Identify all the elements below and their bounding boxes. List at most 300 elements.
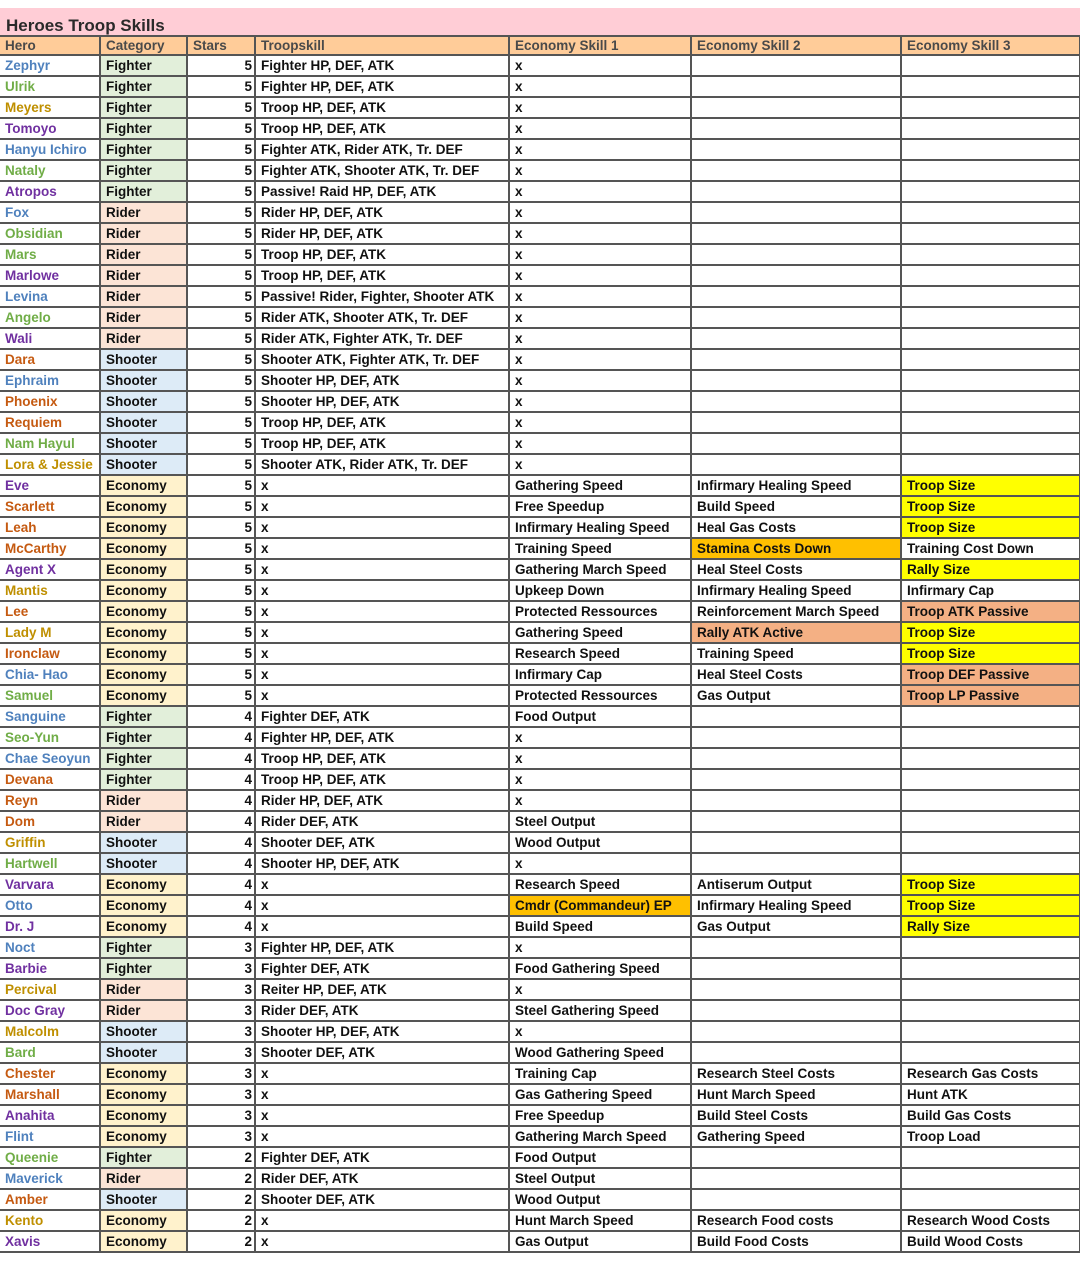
troopskill-cell[interactable]: x	[255, 1084, 509, 1105]
hero-cell[interactable]: Chester	[0, 1063, 100, 1084]
economy-skill-3-cell[interactable]: Rally Size	[901, 916, 1080, 937]
troopskill-cell[interactable]: Shooter HP, DEF, ATK	[255, 370, 509, 391]
economy-skill-3-cell[interactable]: Research Wood Costs	[901, 1210, 1080, 1231]
economy-skill-2-cell[interactable]	[691, 748, 901, 769]
category-cell[interactable]: Economy	[100, 1231, 187, 1252]
stars-cell[interactable]: 3	[187, 1063, 255, 1084]
economy-skill-3-cell[interactable]	[901, 979, 1080, 1000]
stars-cell[interactable]: 5	[187, 538, 255, 559]
troopskill-cell[interactable]: Shooter ATK, Rider ATK, Tr. DEF	[255, 454, 509, 475]
hero-cell[interactable]: Angelo	[0, 307, 100, 328]
category-cell[interactable]: Economy	[100, 601, 187, 622]
troopskill-cell[interactable]: x	[255, 496, 509, 517]
stars-cell[interactable]: 5	[187, 454, 255, 475]
troopskill-cell[interactable]: Fighter HP, DEF, ATK	[255, 727, 509, 748]
category-cell[interactable]: Economy	[100, 1105, 187, 1126]
economy-skill-2-cell[interactable]	[691, 706, 901, 727]
troopskill-cell[interactable]: Passive! Raid HP, DEF, ATK	[255, 181, 509, 202]
stars-cell[interactable]: 4	[187, 790, 255, 811]
troopskill-cell[interactable]: Troop HP, DEF, ATK	[255, 412, 509, 433]
economy-skill-2-cell[interactable]: Heal Steel Costs	[691, 664, 901, 685]
troopskill-cell[interactable]: x	[255, 1231, 509, 1252]
hero-cell[interactable]: Nam Hayul	[0, 433, 100, 454]
category-cell[interactable]: Economy	[100, 538, 187, 559]
troopskill-cell[interactable]: Passive! Rider, Fighter, Shooter ATK	[255, 286, 509, 307]
stars-cell[interactable]: 4	[187, 832, 255, 853]
economy-skill-2-cell[interactable]	[691, 727, 901, 748]
economy-skill-2-cell[interactable]	[691, 139, 901, 160]
stars-cell[interactable]: 5	[187, 517, 255, 538]
category-cell[interactable]: Economy	[100, 517, 187, 538]
troopskill-cell[interactable]: Fighter ATK, Shooter ATK, Tr. DEF	[255, 160, 509, 181]
stars-cell[interactable]: 3	[187, 1084, 255, 1105]
economy-skill-3-cell[interactable]: Build Wood Costs	[901, 1231, 1080, 1252]
category-cell[interactable]: Economy	[100, 895, 187, 916]
economy-skill-3-cell[interactable]	[901, 1021, 1080, 1042]
stars-cell[interactable]: 5	[187, 370, 255, 391]
category-cell[interactable]: Economy	[100, 643, 187, 664]
economy-skill-2-cell[interactable]: Infirmary Healing Speed	[691, 895, 901, 916]
economy-skill-3-cell[interactable]: Infirmary Cap	[901, 580, 1080, 601]
economy-skill-3-cell[interactable]	[901, 853, 1080, 874]
stars-cell[interactable]: 3	[187, 937, 255, 958]
troopskill-cell[interactable]: x	[255, 874, 509, 895]
economy-skill-1-cell[interactable]: Research Speed	[509, 643, 691, 664]
stars-cell[interactable]: 3	[187, 979, 255, 1000]
hero-cell[interactable]: Levina	[0, 286, 100, 307]
troopskill-cell[interactable]: Rider HP, DEF, ATK	[255, 202, 509, 223]
economy-skill-2-cell[interactable]: Heal Steel Costs	[691, 559, 901, 580]
hero-cell[interactable]: Percival	[0, 979, 100, 1000]
economy-skill-2-cell[interactable]: Build Food Costs	[691, 1231, 901, 1252]
hero-cell[interactable]: Lora & Jessie	[0, 454, 100, 475]
troopskill-cell[interactable]: x	[255, 517, 509, 538]
hero-cell[interactable]: Eve	[0, 475, 100, 496]
troopskill-cell[interactable]: x	[255, 1210, 509, 1231]
hero-cell[interactable]: Dr. J	[0, 916, 100, 937]
economy-skill-2-cell[interactable]	[691, 328, 901, 349]
economy-skill-1-cell[interactable]: x	[509, 412, 691, 433]
category-cell[interactable]: Economy	[100, 874, 187, 895]
economy-skill-2-cell[interactable]	[691, 55, 901, 76]
economy-skill-1-cell[interactable]: x	[509, 244, 691, 265]
stars-cell[interactable]: 4	[187, 769, 255, 790]
hero-cell[interactable]: Maverick	[0, 1168, 100, 1189]
economy-skill-1-cell[interactable]: x	[509, 433, 691, 454]
economy-skill-3-cell[interactable]	[901, 706, 1080, 727]
header-economy-skill-1[interactable]: Economy Skill 1	[509, 37, 691, 55]
economy-skill-3-cell[interactable]: Troop Size	[901, 622, 1080, 643]
economy-skill-2-cell[interactable]: Gas Output	[691, 685, 901, 706]
category-cell[interactable]: Economy	[100, 1084, 187, 1105]
category-cell[interactable]: Shooter	[100, 433, 187, 454]
stars-cell[interactable]: 4	[187, 853, 255, 874]
economy-skill-1-cell[interactable]: x	[509, 1021, 691, 1042]
economy-skill-1-cell[interactable]: x	[509, 853, 691, 874]
economy-skill-1-cell[interactable]: Food Gathering Speed	[509, 958, 691, 979]
economy-skill-1-cell[interactable]: Steel Output	[509, 1168, 691, 1189]
economy-skill-3-cell[interactable]: Training Cost Down	[901, 538, 1080, 559]
category-cell[interactable]: Shooter	[100, 832, 187, 853]
economy-skill-3-cell[interactable]: Troop Size	[901, 895, 1080, 916]
hero-cell[interactable]: Noct	[0, 937, 100, 958]
stars-cell[interactable]: 5	[187, 55, 255, 76]
economy-skill-3-cell[interactable]	[901, 76, 1080, 97]
stars-cell[interactable]: 4	[187, 706, 255, 727]
economy-skill-3-cell[interactable]: Troop Size	[901, 496, 1080, 517]
economy-skill-3-cell[interactable]	[901, 1168, 1080, 1189]
economy-skill-1-cell[interactable]: x	[509, 748, 691, 769]
category-cell[interactable]: Economy	[100, 496, 187, 517]
stars-cell[interactable]: 5	[187, 244, 255, 265]
stars-cell[interactable]: 2	[187, 1189, 255, 1210]
category-cell[interactable]: Rider	[100, 1168, 187, 1189]
stars-cell[interactable]: 5	[187, 202, 255, 223]
hero-cell[interactable]: Dara	[0, 349, 100, 370]
category-cell[interactable]: Economy	[100, 559, 187, 580]
economy-skill-1-cell[interactable]: x	[509, 307, 691, 328]
stars-cell[interactable]: 3	[187, 1126, 255, 1147]
economy-skill-2-cell[interactable]	[691, 202, 901, 223]
troopskill-cell[interactable]: Shooter HP, DEF, ATK	[255, 853, 509, 874]
economy-skill-1-cell[interactable]: x	[509, 139, 691, 160]
category-cell[interactable]: Shooter	[100, 370, 187, 391]
economy-skill-3-cell[interactable]: Build Gas Costs	[901, 1105, 1080, 1126]
category-cell[interactable]: Shooter	[100, 412, 187, 433]
economy-skill-1-cell[interactable]: x	[509, 937, 691, 958]
hero-cell[interactable]: Mars	[0, 244, 100, 265]
category-cell[interactable]: Fighter	[100, 76, 187, 97]
hero-cell[interactable]: Agent X	[0, 559, 100, 580]
stars-cell[interactable]: 4	[187, 874, 255, 895]
hero-cell[interactable]: Lee	[0, 601, 100, 622]
hero-cell[interactable]: Flint	[0, 1126, 100, 1147]
category-cell[interactable]: Economy	[100, 475, 187, 496]
troopskill-cell[interactable]: x	[255, 538, 509, 559]
stars-cell[interactable]: 4	[187, 895, 255, 916]
troopskill-cell[interactable]: Fighter HP, DEF, ATK	[255, 937, 509, 958]
economy-skill-3-cell[interactable]	[901, 265, 1080, 286]
category-cell[interactable]: Fighter	[100, 727, 187, 748]
stars-cell[interactable]: 3	[187, 958, 255, 979]
economy-skill-3-cell[interactable]	[901, 832, 1080, 853]
economy-skill-3-cell[interactable]: Troop Size	[901, 475, 1080, 496]
stars-cell[interactable]: 5	[187, 181, 255, 202]
stars-cell[interactable]: 4	[187, 727, 255, 748]
economy-skill-1-cell[interactable]: Research Speed	[509, 874, 691, 895]
economy-skill-3-cell[interactable]	[901, 433, 1080, 454]
economy-skill-3-cell[interactable]: Hunt ATK	[901, 1084, 1080, 1105]
economy-skill-3-cell[interactable]	[901, 181, 1080, 202]
economy-skill-3-cell[interactable]	[901, 223, 1080, 244]
economy-skill-2-cell[interactable]	[691, 244, 901, 265]
stars-cell[interactable]: 5	[187, 286, 255, 307]
economy-skill-2-cell[interactable]	[691, 433, 901, 454]
stars-cell[interactable]: 5	[187, 559, 255, 580]
economy-skill-2-cell[interactable]	[691, 1000, 901, 1021]
troopskill-cell[interactable]: Shooter HP, DEF, ATK	[255, 391, 509, 412]
hero-cell[interactable]: Anahita	[0, 1105, 100, 1126]
troopskill-cell[interactable]: Rider ATK, Shooter ATK, Tr. DEF	[255, 307, 509, 328]
economy-skill-1-cell[interactable]: x	[509, 391, 691, 412]
economy-skill-2-cell[interactable]	[691, 97, 901, 118]
hero-cell[interactable]: Marshall	[0, 1084, 100, 1105]
hero-cell[interactable]: Ephraim	[0, 370, 100, 391]
economy-skill-3-cell[interactable]	[901, 55, 1080, 76]
economy-skill-3-cell[interactable]	[901, 244, 1080, 265]
hero-cell[interactable]: Leah	[0, 517, 100, 538]
hero-cell[interactable]: Obsidian	[0, 223, 100, 244]
stars-cell[interactable]: 5	[187, 349, 255, 370]
economy-skill-1-cell[interactable]: Hunt March Speed	[509, 1210, 691, 1231]
troopskill-cell[interactable]: Troop HP, DEF, ATK	[255, 118, 509, 139]
troopskill-cell[interactable]: x	[255, 916, 509, 937]
economy-skill-1-cell[interactable]: Protected Ressources	[509, 601, 691, 622]
hero-cell[interactable]: McCarthy	[0, 538, 100, 559]
economy-skill-2-cell[interactable]: Infirmary Healing Speed	[691, 475, 901, 496]
economy-skill-1-cell[interactable]: x	[509, 349, 691, 370]
economy-skill-1-cell[interactable]: Wood Gathering Speed	[509, 1042, 691, 1063]
category-cell[interactable]: Fighter	[100, 706, 187, 727]
hero-cell[interactable]: Phoenix	[0, 391, 100, 412]
economy-skill-2-cell[interactable]	[691, 790, 901, 811]
economy-skill-2-cell[interactable]	[691, 853, 901, 874]
troopskill-cell[interactable]: x	[255, 580, 509, 601]
stars-cell[interactable]: 3	[187, 1000, 255, 1021]
economy-skill-1-cell[interactable]: Steel Output	[509, 811, 691, 832]
category-cell[interactable]: Fighter	[100, 55, 187, 76]
header-troopskill[interactable]: Troopskill	[255, 37, 509, 55]
stars-cell[interactable]: 5	[187, 412, 255, 433]
category-cell[interactable]: Economy	[100, 916, 187, 937]
troopskill-cell[interactable]: Troop HP, DEF, ATK	[255, 265, 509, 286]
economy-skill-2-cell[interactable]: Hunt March Speed	[691, 1084, 901, 1105]
troopskill-cell[interactable]: Shooter DEF, ATK	[255, 832, 509, 853]
economy-skill-2-cell[interactable]	[691, 937, 901, 958]
economy-skill-1-cell[interactable]: x	[509, 76, 691, 97]
economy-skill-1-cell[interactable]: Free Speedup	[509, 496, 691, 517]
economy-skill-2-cell[interactable]: Training Speed	[691, 643, 901, 664]
category-cell[interactable]: Rider	[100, 328, 187, 349]
economy-skill-1-cell[interactable]: Build Speed	[509, 916, 691, 937]
category-cell[interactable]: Shooter	[100, 454, 187, 475]
economy-skill-1-cell[interactable]: x	[509, 454, 691, 475]
hero-cell[interactable]: Varvara	[0, 874, 100, 895]
hero-cell[interactable]: Tomoyo	[0, 118, 100, 139]
troopskill-cell[interactable]: Rider HP, DEF, ATK	[255, 790, 509, 811]
economy-skill-3-cell[interactable]	[901, 1000, 1080, 1021]
economy-skill-1-cell[interactable]: Food Output	[509, 706, 691, 727]
economy-skill-1-cell[interactable]: x	[509, 118, 691, 139]
troopskill-cell[interactable]: Troop HP, DEF, ATK	[255, 748, 509, 769]
economy-skill-1-cell[interactable]: x	[509, 265, 691, 286]
hero-cell[interactable]: Amber	[0, 1189, 100, 1210]
economy-skill-1-cell[interactable]: x	[509, 790, 691, 811]
hero-cell[interactable]: Barbie	[0, 958, 100, 979]
category-cell[interactable]: Shooter	[100, 349, 187, 370]
stars-cell[interactable]: 5	[187, 433, 255, 454]
stars-cell[interactable]: 5	[187, 139, 255, 160]
troopskill-cell[interactable]: Fighter ATK, Rider ATK, Tr. DEF	[255, 139, 509, 160]
economy-skill-1-cell[interactable]: x	[509, 223, 691, 244]
economy-skill-1-cell[interactable]: Training Speed	[509, 538, 691, 559]
hero-cell[interactable]: Griffin	[0, 832, 100, 853]
category-cell[interactable]: Rider	[100, 265, 187, 286]
stars-cell[interactable]: 2	[187, 1210, 255, 1231]
troopskill-cell[interactable]: Fighter HP, DEF, ATK	[255, 55, 509, 76]
economy-skill-3-cell[interactable]	[901, 937, 1080, 958]
economy-skill-1-cell[interactable]: x	[509, 202, 691, 223]
economy-skill-2-cell[interactable]	[691, 76, 901, 97]
troopskill-cell[interactable]: x	[255, 1105, 509, 1126]
economy-skill-2-cell[interactable]: Build Steel Costs	[691, 1105, 901, 1126]
stars-cell[interactable]: 5	[187, 580, 255, 601]
troopskill-cell[interactable]: Fighter DEF, ATK	[255, 1147, 509, 1168]
category-cell[interactable]: Rider	[100, 790, 187, 811]
economy-skill-3-cell[interactable]	[901, 160, 1080, 181]
stars-cell[interactable]: 4	[187, 916, 255, 937]
economy-skill-2-cell[interactable]: Research Steel Costs	[691, 1063, 901, 1084]
economy-skill-2-cell[interactable]	[691, 181, 901, 202]
economy-skill-3-cell[interactable]: Research Gas Costs	[901, 1063, 1080, 1084]
economy-skill-1-cell[interactable]: x	[509, 769, 691, 790]
economy-skill-2-cell[interactable]: Reinforcement March Speed	[691, 601, 901, 622]
hero-cell[interactable]: Hanyu Ichiro	[0, 139, 100, 160]
economy-skill-3-cell[interactable]: Troop Size	[901, 643, 1080, 664]
troopskill-cell[interactable]: Troop HP, DEF, ATK	[255, 433, 509, 454]
economy-skill-3-cell[interactable]	[901, 412, 1080, 433]
hero-cell[interactable]: Chae Seoyun	[0, 748, 100, 769]
hero-cell[interactable]: Samuel	[0, 685, 100, 706]
economy-skill-3-cell[interactable]	[901, 727, 1080, 748]
economy-skill-2-cell[interactable]	[691, 286, 901, 307]
troopskill-cell[interactable]: Rider HP, DEF, ATK	[255, 223, 509, 244]
economy-skill-3-cell[interactable]	[901, 202, 1080, 223]
hero-cell[interactable]: Fox	[0, 202, 100, 223]
troopskill-cell[interactable]: x	[255, 664, 509, 685]
hero-cell[interactable]: Requiem	[0, 412, 100, 433]
economy-skill-3-cell[interactable]: Troop LP Passive	[901, 685, 1080, 706]
troopskill-cell[interactable]: Shooter DEF, ATK	[255, 1189, 509, 1210]
hero-cell[interactable]: Ulrik	[0, 76, 100, 97]
economy-skill-1-cell[interactable]: x	[509, 979, 691, 1000]
economy-skill-2-cell[interactable]	[691, 265, 901, 286]
category-cell[interactable]: Shooter	[100, 1189, 187, 1210]
stars-cell[interactable]: 5	[187, 496, 255, 517]
economy-skill-2-cell[interactable]	[691, 1021, 901, 1042]
economy-skill-3-cell[interactable]: Rally Size	[901, 559, 1080, 580]
hero-cell[interactable]: Xavis	[0, 1231, 100, 1252]
economy-skill-3-cell[interactable]	[901, 769, 1080, 790]
stars-cell[interactable]: 5	[187, 223, 255, 244]
economy-skill-2-cell[interactable]	[691, 958, 901, 979]
economy-skill-1-cell[interactable]: Gathering Speed	[509, 622, 691, 643]
category-cell[interactable]: Rider	[100, 286, 187, 307]
economy-skill-3-cell[interactable]	[901, 454, 1080, 475]
hero-cell[interactable]: Zephyr	[0, 55, 100, 76]
hero-cell[interactable]: Ironclaw	[0, 643, 100, 664]
hero-cell[interactable]: Chia- Hao	[0, 664, 100, 685]
economy-skill-1-cell[interactable]: Free Speedup	[509, 1105, 691, 1126]
category-cell[interactable]: Economy	[100, 1063, 187, 1084]
economy-skill-2-cell[interactable]: Build Speed	[691, 496, 901, 517]
economy-skill-1-cell[interactable]: x	[509, 727, 691, 748]
troopskill-cell[interactable]: x	[255, 1126, 509, 1147]
economy-skill-3-cell[interactable]	[901, 97, 1080, 118]
stars-cell[interactable]: 5	[187, 76, 255, 97]
category-cell[interactable]: Economy	[100, 1126, 187, 1147]
hero-cell[interactable]: Queenie	[0, 1147, 100, 1168]
economy-skill-2-cell[interactable]	[691, 223, 901, 244]
economy-skill-3-cell[interactable]	[901, 349, 1080, 370]
stars-cell[interactable]: 4	[187, 748, 255, 769]
troopskill-cell[interactable]: Troop HP, DEF, ATK	[255, 97, 509, 118]
stars-cell[interactable]: 2	[187, 1147, 255, 1168]
economy-skill-1-cell[interactable]: Infirmary Healing Speed	[509, 517, 691, 538]
header-stars[interactable]: Stars	[187, 37, 255, 55]
stars-cell[interactable]: 2	[187, 1231, 255, 1252]
category-cell[interactable]: Shooter	[100, 853, 187, 874]
category-cell[interactable]: Fighter	[100, 769, 187, 790]
troopskill-cell[interactable]: Fighter DEF, ATK	[255, 706, 509, 727]
economy-skill-2-cell[interactable]	[691, 349, 901, 370]
header-hero[interactable]: Hero	[0, 37, 100, 55]
category-cell[interactable]: Fighter	[100, 181, 187, 202]
troopskill-cell[interactable]: x	[255, 895, 509, 916]
economy-skill-1-cell[interactable]: x	[509, 328, 691, 349]
header-category[interactable]: Category	[100, 37, 187, 55]
economy-skill-3-cell[interactable]	[901, 118, 1080, 139]
economy-skill-2-cell[interactable]: Research Food costs	[691, 1210, 901, 1231]
economy-skill-2-cell[interactable]	[691, 1168, 901, 1189]
hero-cell[interactable]: Nataly	[0, 160, 100, 181]
economy-skill-2-cell[interactable]	[691, 979, 901, 1000]
category-cell[interactable]: Rider	[100, 1000, 187, 1021]
economy-skill-2-cell[interactable]	[691, 391, 901, 412]
economy-skill-1-cell[interactable]: x	[509, 181, 691, 202]
stars-cell[interactable]: 3	[187, 1105, 255, 1126]
economy-skill-3-cell[interactable]	[901, 1147, 1080, 1168]
hero-cell[interactable]: Mantis	[0, 580, 100, 601]
economy-skill-2-cell[interactable]	[691, 1189, 901, 1210]
economy-skill-1-cell[interactable]: Training Cap	[509, 1063, 691, 1084]
economy-skill-3-cell[interactable]	[901, 370, 1080, 391]
economy-skill-3-cell[interactable]: Troop Size	[901, 517, 1080, 538]
economy-skill-3-cell[interactable]: Troop Load	[901, 1126, 1080, 1147]
category-cell[interactable]: Fighter	[100, 97, 187, 118]
hero-cell[interactable]: Sanguine	[0, 706, 100, 727]
category-cell[interactable]: Shooter	[100, 1021, 187, 1042]
stars-cell[interactable]: 5	[187, 97, 255, 118]
category-cell[interactable]: Fighter	[100, 748, 187, 769]
economy-skill-2-cell[interactable]	[691, 769, 901, 790]
economy-skill-1-cell[interactable]: x	[509, 160, 691, 181]
troopskill-cell[interactable]: Rider DEF, ATK	[255, 1168, 509, 1189]
category-cell[interactable]: Rider	[100, 244, 187, 265]
category-cell[interactable]: Fighter	[100, 937, 187, 958]
economy-skill-1-cell[interactable]: x	[509, 55, 691, 76]
category-cell[interactable]: Rider	[100, 223, 187, 244]
hero-cell[interactable]: Hartwell	[0, 853, 100, 874]
troopskill-cell[interactable]: Fighter DEF, ATK	[255, 958, 509, 979]
troopskill-cell[interactable]: x	[255, 1063, 509, 1084]
economy-skill-2-cell[interactable]: Stamina Costs Down	[691, 538, 901, 559]
economy-skill-1-cell[interactable]: Infirmary Cap	[509, 664, 691, 685]
hero-cell[interactable]: Atropos	[0, 181, 100, 202]
header-economy-skill-2[interactable]: Economy Skill 2	[691, 37, 901, 55]
troopskill-cell[interactable]: x	[255, 622, 509, 643]
category-cell[interactable]: Fighter	[100, 1147, 187, 1168]
